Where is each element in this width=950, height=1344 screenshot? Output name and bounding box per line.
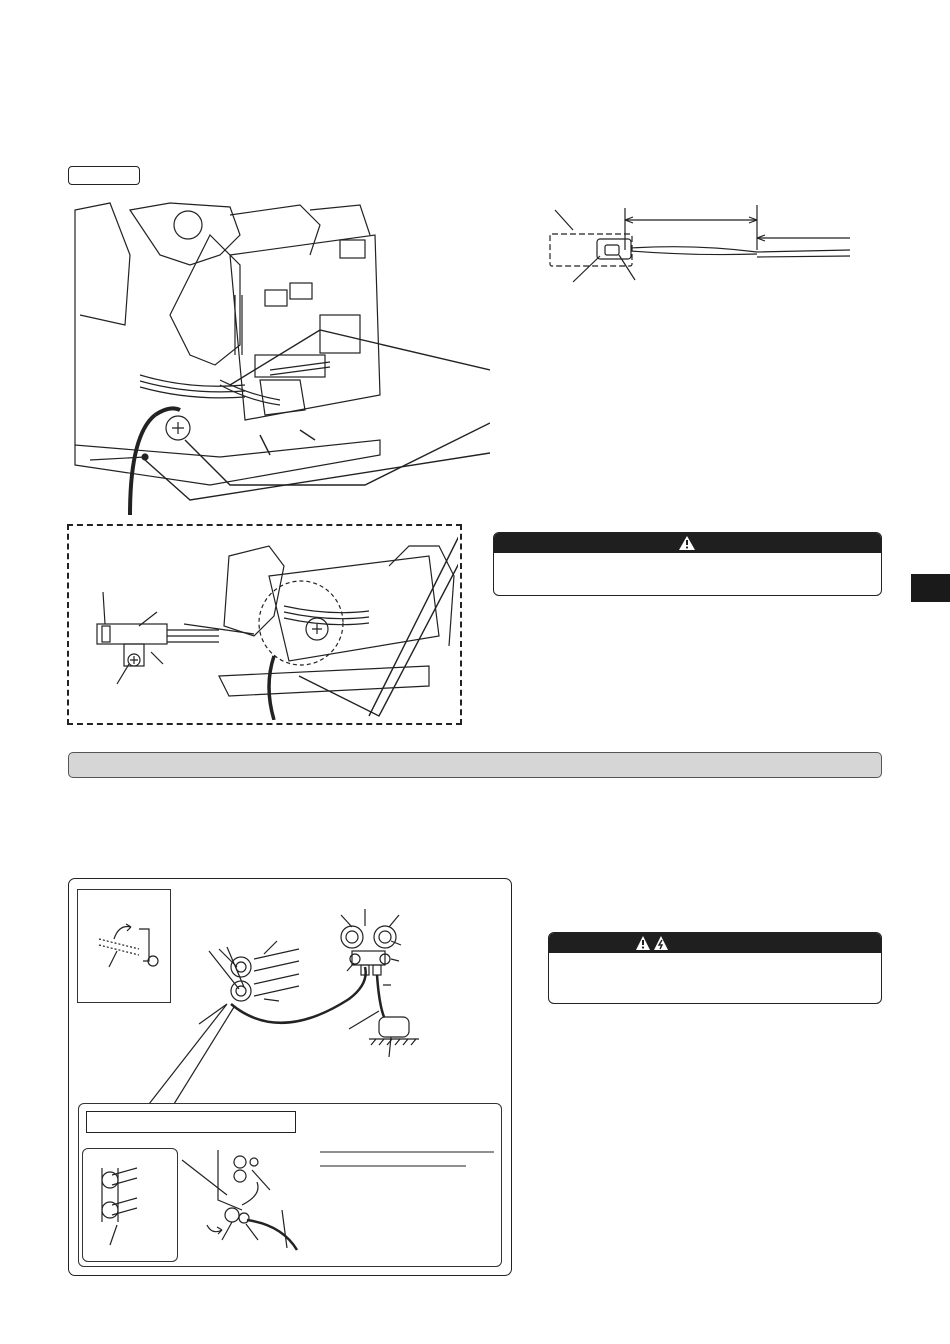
chapter-side-tab: [911, 574, 950, 602]
warning-triangle-icon: [635, 935, 671, 951]
section-heading-bar: [68, 752, 882, 778]
warning-triangle-icon: [678, 535, 696, 551]
wire-end-illustration: [545, 200, 855, 290]
valve-gauge-manifold-illustration: [69, 879, 509, 1104]
service-port-subheading: [86, 1111, 296, 1133]
warning-box-1: [493, 532, 882, 596]
clamp-detail-illustration: [69, 526, 458, 720]
wiring-board-illustration: [70, 195, 490, 515]
warning-header-2: [549, 933, 881, 953]
figure-label-box: [68, 166, 140, 185]
warning-box-2: [548, 932, 882, 1004]
service-port-detail-illustration: [82, 1140, 500, 1265]
warning-header-1: [494, 533, 881, 553]
